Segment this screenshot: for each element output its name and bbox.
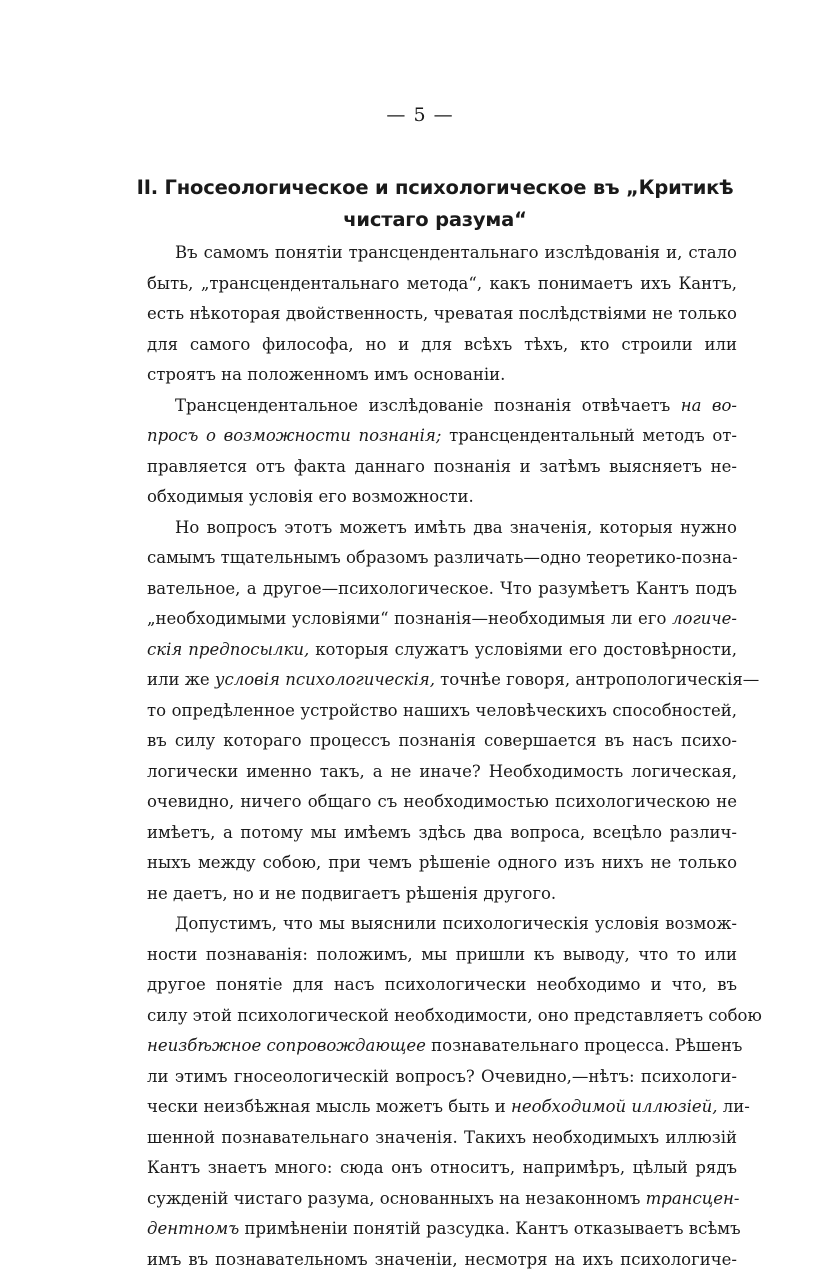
text-line: Допустимъ, что мы выяснили психологическія условія возмож- [147, 909, 737, 940]
text-line: ности познаванія: положимъ, мы пришли къ выводу, что то или [147, 940, 737, 971]
text-line: не даетъ, но и не подвигаетъ рѣшенія другого. [147, 879, 737, 910]
text-line: Въ самомъ понятіи трансцендентальнаго изслѣдованія и, стало [147, 238, 737, 269]
text-line: логически именно такъ, а не иначе? Необходимость логическая, [147, 757, 737, 788]
text-line: то опредѣленное устройство нашихъ человѣческихъ способностей, [147, 696, 737, 727]
text-line: Трансцендентальное изслѣдованіе познанія отвѣчаетъ на во- [147, 391, 737, 422]
text-line: силу этой психологической необходимости, оно представляетъ собою [147, 1001, 737, 1032]
text-line: чески неизбѣжная мысль можетъ быть и необходимой иллюзіей, ли- [147, 1092, 737, 1123]
text-line: другое понятіе для насъ психологически необходимо и что, въ [147, 970, 737, 1001]
text-line: очевидно, ничего общаго съ необходимостью психологическою не [147, 787, 737, 818]
text-line: шенной познавательнаго значенія. Такихъ необходимыхъ иллюзій [147, 1123, 737, 1154]
body-text [147, 238, 737, 1275]
page-number: — 5 — [0, 104, 840, 126]
text-line: обходимыя условія его возможности. [147, 482, 737, 513]
text-line: есть нѣкоторая двойственность, чреватая послѣдствіями не только [147, 299, 737, 330]
text-line: неизбѣжное сопровождающее познавательнаго процесса. Рѣшенъ [147, 1031, 737, 1062]
text-line: просъ о возможности познанія; трансцендентальный методъ от- [147, 421, 737, 452]
text-line: имъ въ познавательномъ значеніи, несмотря на ихъ психологиче- [147, 1245, 737, 1275]
text-line: „необходимыми условіями“ познанія—необходимыя ли его логиче- [147, 604, 737, 635]
text-line: правляется отъ факта даннаго познанія и затѣмъ выясняетъ не- [147, 452, 737, 483]
text-line: скія предпосылки, которыя служатъ условіями его достовѣрности, [147, 635, 737, 666]
text-line: строятъ на положенномъ имъ основаніи. [147, 360, 737, 391]
text-line: быть, „трансцендентальнаго метода“, какъ понимаетъ ихъ Кантъ, [147, 269, 737, 300]
text-line: самымъ тщательнымъ образомъ различать—одно теоретико-позна- [147, 543, 737, 574]
text-line: ныхъ между собою, при чемъ рѣшеніе одного изъ нихъ не только [147, 848, 737, 879]
text-line: для самого философа, но и для всѣхъ тѣхъ, кто строили или [147, 330, 737, 361]
text-line: имѣетъ, а потому мы имѣемъ здѣсь два вопроса, всецѣло различ- [147, 818, 737, 849]
text-line: ли этимъ гносеологическій вопросъ? Очевидно,—нѣтъ: психологи- [147, 1062, 737, 1093]
text-line: Кантъ знаетъ много: сюда онъ относитъ, напримѣръ, цѣлый рядъ [147, 1153, 737, 1184]
text-line: сужденій чистаго разума, основанныхъ на незаконномъ трансцен- [147, 1184, 737, 1215]
text-line: въ силу котораго процессъ познанія совершается въ насъ психо- [147, 726, 737, 757]
text-line: дентномъ примѣненіи понятій разсудка. Кантъ отказываетъ всѣмъ [147, 1214, 737, 1245]
chapter-title: II. Гносеологическое и психологическое въ „Критикѣ чистаго разума“ [130, 172, 740, 236]
text-line: Но вопросъ этотъ можетъ имѣть два значенія, которыя нужно [147, 513, 737, 544]
text-line: вательное, а другое—психологическое. Что разумѣетъ Кантъ подъ [147, 574, 737, 605]
text-line: или же условія психологическія, точнѣе говоря, антропологическія— [147, 665, 737, 696]
